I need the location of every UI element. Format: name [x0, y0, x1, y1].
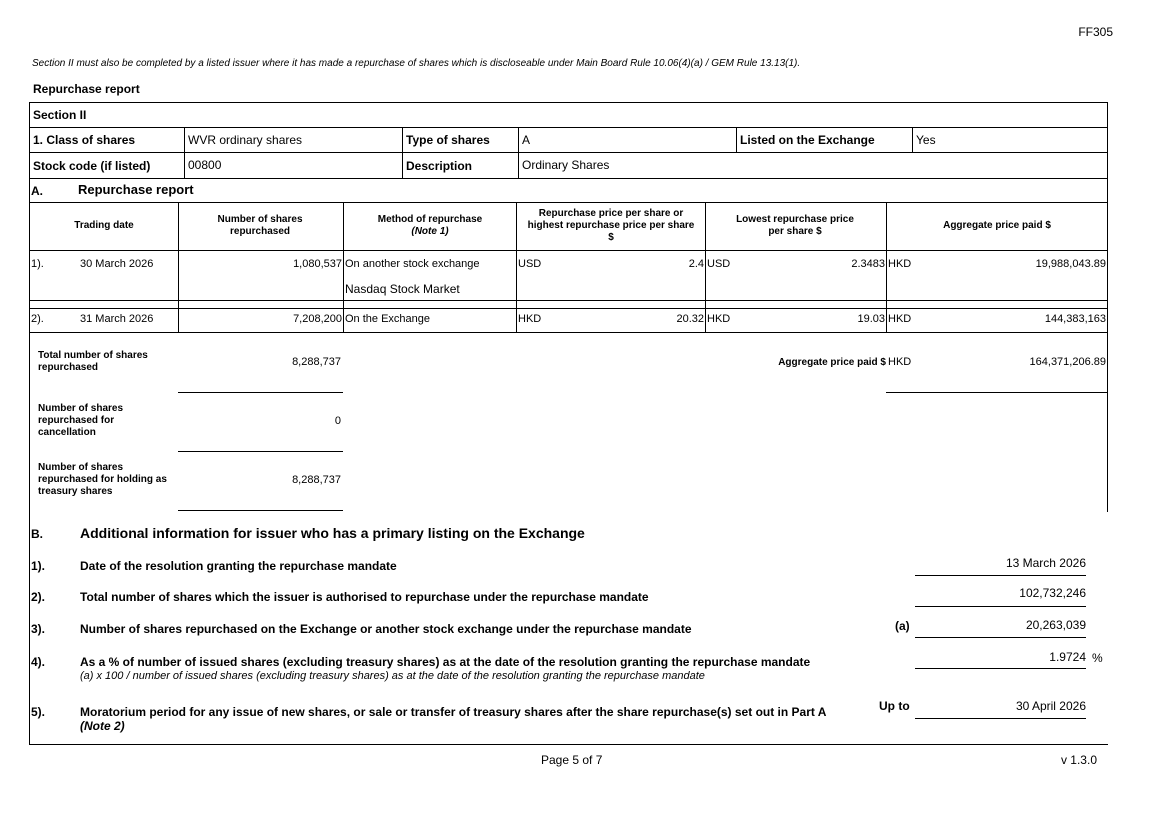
up-to-tag: Up to: [879, 699, 910, 713]
item-number: 5).: [31, 705, 46, 719]
trading-date: 31 March 2026: [80, 313, 154, 325]
aggregate-total-underline: [886, 392, 1107, 393]
repurchased-under-mandate-label: Number of shares repurchased on the Exchange or another stock exchange under the repurchase mandate: [80, 622, 692, 636]
report-title: Repurchase report: [33, 82, 140, 96]
value-underline: [915, 575, 1086, 576]
value-underline: [915, 718, 1086, 719]
market-name: Nasdaq Stock Market: [345, 282, 460, 296]
repurchase-method: On the Exchange: [345, 313, 431, 325]
value-underline: [915, 637, 1086, 638]
class-value: WVR ordinary shares: [188, 133, 303, 147]
header-method-note: (Note 1): [411, 226, 449, 237]
item-number: 2).: [31, 590, 46, 604]
high-price: 20.32: [676, 313, 704, 325]
high-price-currency: USD: [518, 258, 542, 270]
total-shares-underline: [178, 392, 343, 393]
row-number: 2).: [31, 313, 44, 325]
aggregate-currency: HKD: [888, 258, 912, 270]
header-aggregate: Aggregate price paid $: [943, 220, 1051, 231]
value-tag-a: (a): [895, 619, 910, 633]
intro-note: Section II must also be completed by a listed issuer where it has made a repurchase of shares which is discloseable under Main Board Rule 10.06(4)(a) / GEM Rule 13.13(1).: [32, 58, 801, 69]
header-shares: Number of shares repurchased: [217, 214, 303, 237]
row-number: 1).: [31, 258, 44, 270]
moratorium-label: Moratorium period for any issue of new shares, or sale or transfer of treasury shares after the share repurchase(s) set out in Part A: [80, 705, 827, 719]
moratorium-value: 30 April 2026: [1015, 699, 1086, 713]
high-price: 2.4: [688, 258, 704, 270]
code-label: Stock code (if listed): [33, 159, 151, 173]
header-trading-date: Trading date: [74, 220, 134, 231]
aggregate-total-currency: HKD: [888, 356, 912, 368]
header-method-label: Method of repurchase: [377, 214, 483, 225]
section-label: Section II: [33, 108, 87, 122]
cancellation-label: Number of shares repurchased for cancellation: [38, 403, 124, 438]
desc-value: Ordinary Shares: [522, 158, 610, 172]
percentage-formula: (a) x 100 / number of issued shares (excluding treasury shares) as at the date of the resolution granting the repurchase mandate: [80, 670, 705, 682]
low-price-currency: USD: [707, 258, 731, 270]
aggregate-total-value: 164,371,206.89: [1029, 356, 1106, 368]
page-number: Page 5 of 7: [541, 753, 603, 767]
trading-date: 30 March 2026: [80, 258, 154, 270]
total-shares-value: 8,288,737: [292, 356, 341, 368]
authorised-shares-value: 102,732,246: [1019, 586, 1086, 600]
type-value: A: [522, 133, 531, 147]
low-price: 19.03: [857, 313, 885, 325]
high-price-currency: HKD: [518, 313, 542, 325]
authorised-shares-label: Total number of shares which the issuer is authorised to repurchase under the repurchase mandate: [80, 590, 649, 604]
cancellation-value: 0: [334, 415, 341, 427]
percent-unit: %: [1092, 651, 1103, 665]
listed-value: Yes: [916, 133, 936, 147]
form-code: FF305: [1078, 25, 1113, 39]
part-a-title: Repurchase report: [78, 182, 194, 197]
moratorium-note: (Note 2): [80, 719, 125, 733]
part-b-title: Additional information for issuer who has a primary listing on the Exchange: [80, 525, 585, 541]
header-method: [344, 203, 516, 249]
class-label: 1. Class of shares: [33, 133, 136, 147]
resolution-date-value: 13 March 2026: [1005, 556, 1086, 570]
aggregate-price: 144,383,163: [1044, 313, 1106, 325]
part-b-letter: B.: [31, 527, 43, 541]
version-label: v 1.3.0: [1060, 753, 1097, 767]
low-price-currency: HKD: [707, 313, 731, 325]
listed-label: Listed on the Exchange: [740, 133, 875, 147]
percentage-label: As a % of number of issued shares (excluding treasury shares) as at the date of the resolution granting the repurchase mandate: [80, 655, 811, 669]
shares-repurchased: 1,080,537: [293, 258, 342, 270]
aggregate-total-label: Aggregate price paid $: [778, 357, 886, 368]
header-low-price: Lowest repurchase price per share $: [736, 214, 854, 237]
low-price: 2.3483: [851, 258, 885, 270]
repurchase-method: On another stock exchange: [345, 258, 480, 270]
code-value: 00800: [188, 158, 222, 172]
treasury-label: Number of shares repurchased for holding as treasury shares: [38, 462, 167, 497]
repurchased-under-mandate-value: 20,263,039: [1025, 618, 1086, 632]
header-high-price: Repurchase price per share or highest repurchase price per share $: [527, 208, 695, 243]
item-number: 4).: [31, 655, 46, 669]
part-a-letter: A.: [31, 184, 43, 198]
item-number: 3).: [31, 622, 46, 636]
desc-label: Description: [406, 159, 473, 173]
total-shares-label: Total number of shares repurchased: [38, 350, 148, 373]
percentage-value: 1.9724: [1049, 650, 1086, 664]
resolution-date-label: Date of the resolution granting the repurchase mandate: [80, 559, 397, 573]
type-label: Type of shares: [406, 133, 490, 147]
treasury-underline: [178, 510, 343, 511]
item-number: 1).: [31, 559, 46, 573]
treasury-value: 8,288,737: [292, 474, 341, 486]
value-underline: [915, 606, 1086, 607]
value-underline: [915, 668, 1086, 669]
aggregate-currency: HKD: [888, 313, 912, 325]
shares-repurchased: 7,208,200: [293, 313, 342, 325]
aggregate-price: 19,988,043.89: [1035, 258, 1106, 270]
cancellation-underline: [178, 451, 343, 452]
